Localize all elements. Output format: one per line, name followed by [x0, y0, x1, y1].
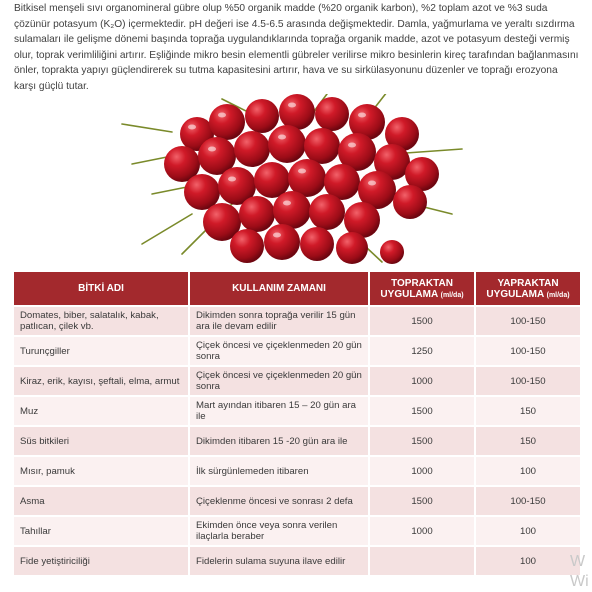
- cell-foliar: 150: [474, 397, 580, 425]
- description-paragraph: Bitkisel menşeli sıvı organomineral gübre olup %50 organik madde (%20 organik karbon), %2 toplam azot ve %3 suda çözünür potasyum (K₂O) içermektedir. pH değeri ise 4.5-6.5 arasında değişmektedir. Damla, yağmurlama ve yeraltı sızdırma sulamaları ile gelişme dönemi başında toprağa uygulandıklarında toprağa organik madde, azot ve potasyum desteği vermiş olur, toprak verimliliğini artırır. Eşliğinde mikro besin elementli gübreler verilirse mikro besinlerin kireç tarafından bağlanmasını önler, toprakta yapıyı güçlendirerek su tutma kapasitesini artırır, hava ve su sirkülasyonunu düzenler ve toprağı erozyona karşı güçlü tutar.: [14, 3, 579, 92]
- cell-timing: Çiçek öncesi ve çiçeklenmeden 20 gün sonra: [188, 337, 368, 365]
- cell-plant: Kiraz, erik, kayısı, şeftali, elma, armut: [14, 367, 188, 395]
- header-soil-unit: (ml/da): [440, 291, 464, 299]
- header-foliar: [474, 272, 580, 305]
- watermark: [570, 552, 592, 592]
- cell-plant: Turunçgiller: [14, 337, 188, 365]
- cell-plant: Mısır, pamuk: [14, 457, 188, 485]
- cell-foliar: 100: [474, 457, 580, 485]
- cell-plant: Fide yetiştiriciliği: [14, 547, 188, 575]
- cell-soil: 1500: [368, 307, 474, 335]
- cell-soil: 1500: [368, 427, 474, 455]
- watermark-line2: Wi: [570, 573, 589, 590]
- cell-soil: [368, 547, 474, 575]
- table-row: [14, 457, 580, 485]
- table-row: [14, 397, 580, 425]
- table-row: [14, 307, 580, 335]
- table-row: [14, 427, 580, 455]
- cell-plant: Muz: [14, 397, 188, 425]
- table-row: [14, 487, 580, 515]
- header-foliar-label: YAPRAKTAN UYGULAMA: [486, 277, 559, 300]
- cell-soil: 1500: [368, 487, 474, 515]
- cell-soil: 1000: [368, 367, 474, 395]
- header-plant: BİTKİ ADI: [14, 272, 188, 305]
- cell-soil: 1250: [368, 337, 474, 365]
- cell-timing: Mart ayından itibaren 15 – 20 gün ara ile: [188, 397, 368, 425]
- header-foliar-unit: (ml/da): [546, 291, 570, 299]
- cell-foliar: 100-150: [474, 337, 580, 365]
- cell-soil: 1000: [368, 517, 474, 545]
- table-row: [14, 337, 580, 365]
- application-table: [14, 270, 580, 577]
- cell-timing: Dikimden sonra toprağa verilir 15 gün ara ile devam edilir: [188, 307, 368, 335]
- cell-timing: Çiçek öncesi ve çiçeklenmeden 20 gün sonra: [188, 367, 368, 395]
- cell-plant: Asma: [14, 487, 188, 515]
- cell-foliar: 100: [474, 517, 580, 545]
- cell-timing: Fidelerin sulama suyuna ilave edilir: [188, 547, 368, 575]
- cell-timing: Dikimden itibaren 15 -20 gün ara ile: [188, 427, 368, 455]
- cell-foliar: 100-150: [474, 487, 580, 515]
- header-timing: KULLANIM ZAMANI: [188, 272, 368, 305]
- cell-timing: Ekimden önce veya sonra verilen ilaçlarla beraber: [188, 517, 368, 545]
- cell-foliar: 100-150: [474, 367, 580, 395]
- cell-foliar: 150: [474, 427, 580, 455]
- header-soil-label: TOPRAKTAN UYGULAMA: [380, 277, 453, 300]
- table-row: [14, 517, 580, 545]
- watermark-line1: W: [570, 553, 586, 570]
- cell-plant: Süs bitkileri: [14, 427, 188, 455]
- table-row: [14, 547, 580, 575]
- table-header-row: [14, 272, 580, 305]
- cell-foliar: 100-150: [474, 307, 580, 335]
- cell-plant: Tahıllar: [14, 517, 188, 545]
- table-row: [14, 367, 580, 395]
- header-soil: [368, 272, 474, 305]
- product-description: [14, 1, 580, 95]
- cell-soil: 1000: [368, 457, 474, 485]
- cell-timing: Çiçeklenme öncesi ve sonrası 2 defa: [188, 487, 368, 515]
- cell-foliar: 100: [474, 547, 580, 575]
- cherries-image: [112, 94, 472, 270]
- cell-soil: 1500: [368, 397, 474, 425]
- cell-timing: İlk sürgünlemeden itibaren: [188, 457, 368, 485]
- cell-plant: Domates, biber, salatalık, kabak, patlıcan, çilek vb.: [14, 307, 188, 335]
